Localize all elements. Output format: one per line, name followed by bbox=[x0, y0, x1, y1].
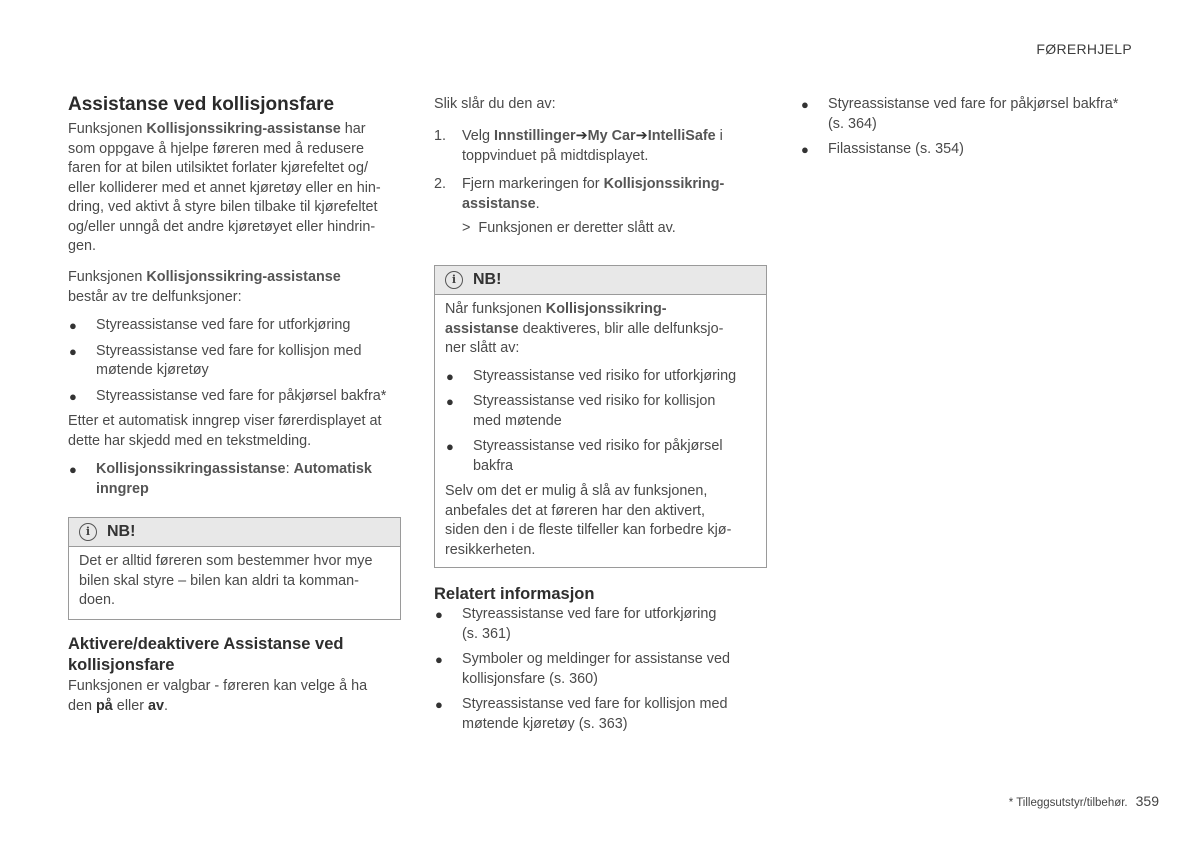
info-icon: i bbox=[79, 523, 97, 541]
intro-line-1: Funksjonen Kollisjonssikring-assistanse har bbox=[68, 121, 366, 137]
arrow-right-icon: ➔ bbox=[635, 128, 648, 144]
related-info-heading: Relatert informasjon bbox=[434, 585, 595, 603]
auto-intervention-paragraph: Etter et automatisk inngrep viser førerdisplayet at dette har skjedd med en tekstmelding. bbox=[68, 413, 382, 449]
related-link[interactable]: ● Styreassistanse ved fare for påkjørsel bakfra* (s. 364) bbox=[801, 96, 1119, 132]
related-links-list-continued bbox=[800, 95, 1140, 160]
note-body: Det er alltid føreren som bestemmer hvor mye bilen skal styre – bilen kan aldri ta komman- doen. bbox=[79, 553, 373, 608]
list-item: ● Styreassistanse ved risiko for påkjørsel bakfra bbox=[446, 438, 723, 474]
bullet-icon: ● bbox=[69, 462, 77, 477]
bullet-icon: ● bbox=[446, 368, 454, 384]
info-icon: i bbox=[445, 271, 463, 289]
note-header: i NB! bbox=[435, 266, 766, 295]
intro-line-4: eller kolliderer med et annet kjøretøy eller en hin- bbox=[68, 179, 381, 196]
bullet-icon: ● bbox=[801, 142, 809, 157]
list-item: ● Styreassistanse ved fare for kollisjon med møtende kjøretøy bbox=[69, 342, 362, 378]
bullet-icon: ● bbox=[435, 697, 443, 712]
bullet-icon: ● bbox=[435, 607, 443, 622]
step-number: 2. bbox=[434, 176, 447, 192]
related-link[interactable]: ● Symboler og meldinger for assistanse ved kollisjonsfare (s. 360) bbox=[435, 651, 730, 687]
arrow-right-icon: ➔ bbox=[575, 128, 588, 144]
list-item: ● Styreassistanse ved risiko for kollisjon med møtende bbox=[446, 393, 716, 429]
bullet-icon: ● bbox=[435, 652, 443, 667]
function-name: Kollisjonssikring-assistanse bbox=[146, 121, 341, 137]
related-link[interactable]: ● Styreassistanse ved fare for kollisjon med møtende kjøretøy (s. 363) bbox=[435, 696, 728, 732]
related-link[interactable]: ● Filassistanse (s. 354) bbox=[800, 140, 1140, 160]
list-item: ● Kollisjonssikringassistanse: Automatisk inngrep bbox=[69, 461, 372, 497]
section-header: FØRERHJELP bbox=[1036, 41, 1132, 57]
turn-off-intro: Slik slår du den av: bbox=[434, 96, 556, 112]
note-box bbox=[434, 265, 767, 568]
bullet-icon: ● bbox=[69, 388, 77, 404]
step-2: 2. Fjern markeringen for Kollisjonssikring- assistanse. bbox=[434, 176, 725, 212]
intro-paragraph bbox=[68, 120, 408, 257]
menu-path-settings: Innstillinger bbox=[494, 128, 576, 144]
intro-line-6: og/eller unngå det andre kjøretøyet eller hindrin- bbox=[68, 218, 376, 235]
note-body: Når funksjonen Kollisjonssikring- assistanse deaktiveres, blir alle delfunksjo- ner slått av: ● Styreassistanse ved risiko for utforkjøring ● Styreassistanse ved risiko for kollisjon med møtende ● Styreassistanse ved risiko for påkjørsel bakfra Selv om det er mulig å slå av funksjonen, anbefales det at føreren har den aktivert, siden den i de fleste tilfeller kan forbedre kjø- resikkerheten. bbox=[435, 295, 766, 566]
result-marker: > bbox=[462, 220, 471, 236]
note-header: i NB! bbox=[69, 518, 400, 547]
menu-path-intellisafe: IntelliSafe bbox=[647, 128, 716, 144]
intro-line-3: faren for at bilen utilsiktet forlater kjørefeltet og/ bbox=[68, 160, 368, 176]
function-name: Kollisjonssikring-assistanse bbox=[146, 269, 341, 285]
intro-line-5: dring, ved aktivt å styre bilen tilbake til kjørefeltet bbox=[68, 199, 378, 215]
page-footer bbox=[1009, 792, 1159, 814]
bullet-icon: ● bbox=[446, 394, 454, 409]
message-list bbox=[68, 460, 408, 499]
bullet-icon: ● bbox=[446, 439, 454, 454]
section-heading: Aktivere/deaktivere Assistanse ved kollisjonsfare bbox=[68, 635, 344, 674]
intro-line-7: gen. bbox=[68, 238, 97, 254]
note-box bbox=[68, 517, 401, 620]
page-title: Assistanse ved kollisjonsfare bbox=[68, 94, 335, 115]
list-item: ● Styreassistanse ved fare for utforkjøring bbox=[68, 316, 408, 336]
list-item: ● Styreassistanse ved risiko for utforkjøring bbox=[445, 367, 756, 387]
list-item: ● Styreassistanse ved fare for påkjørsel bakfra* bbox=[68, 387, 408, 407]
bullet-icon: ● bbox=[69, 318, 77, 333]
menu-path-mycar: My Car bbox=[587, 128, 636, 144]
intro-line-2: som oppgave å hjelpe føreren med å redusere bbox=[68, 140, 364, 157]
bullet-icon: ● bbox=[801, 97, 809, 112]
step-number: 1. bbox=[434, 128, 447, 144]
page-number: 359 bbox=[1135, 793, 1159, 809]
disabled-functions-list bbox=[445, 367, 756, 477]
footnote: * Tilleggsutstyr/tilbehør. bbox=[1008, 797, 1128, 809]
step-result: > Funksjonen er deretter slått av. bbox=[462, 220, 676, 236]
related-link[interactable]: ● Styreassistanse ved fare for utforkjøring (s. 361) bbox=[435, 606, 717, 642]
bullet-icon: ● bbox=[69, 343, 77, 359]
related-links-list bbox=[434, 605, 769, 734]
step-1: 1. Velg Innstillinger➔My Car➔IntelliSafe i toppvinduet på midtdisplayet. bbox=[434, 128, 723, 164]
subfunction-list bbox=[68, 316, 408, 406]
activate-paragraph: Funksjonen er valgbar - føreren kan velge å ha den på eller av. bbox=[68, 678, 368, 714]
subfunctions-paragraph: Funksjonen Kollisjonssikring-assistanse består av tre delfunksjoner: bbox=[68, 269, 341, 305]
